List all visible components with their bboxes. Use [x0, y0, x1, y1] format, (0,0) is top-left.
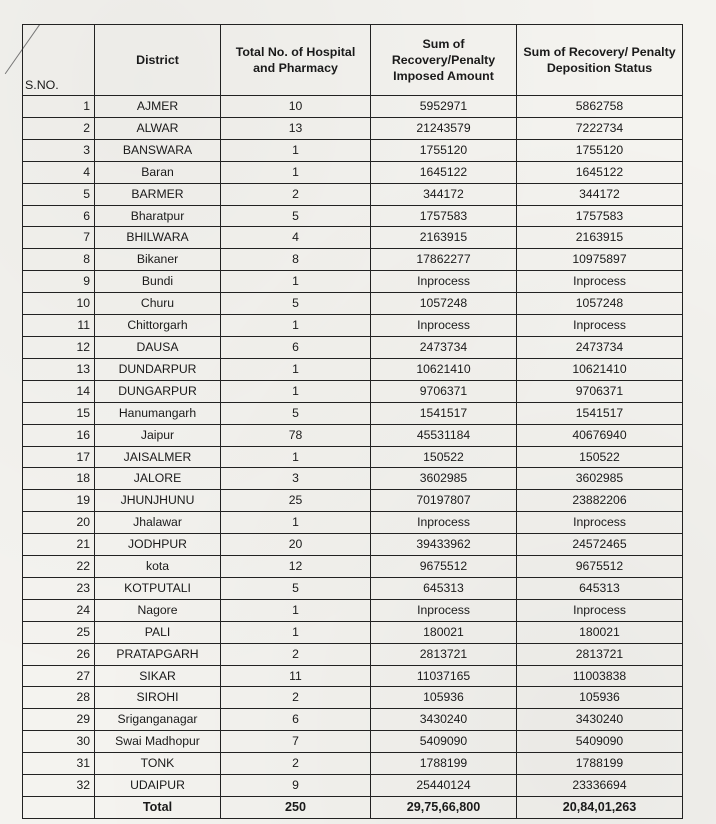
row-district: Baran	[95, 161, 221, 183]
row-hospital-count: 2	[221, 687, 371, 709]
row-deposition-status: 1788199	[517, 753, 683, 775]
row-district: Bharatpur	[95, 205, 221, 227]
row-deposition-status: 9675512	[517, 556, 683, 578]
row-deposition-status: 40676940	[517, 424, 683, 446]
row-hospital-count: 1	[221, 621, 371, 643]
row-sno: 15	[23, 402, 95, 424]
row-sno: 8	[23, 249, 95, 271]
row-hospital-count: 10	[221, 96, 371, 118]
row-sno: 25	[23, 621, 95, 643]
row-sno: 20	[23, 512, 95, 534]
row-sno: 12	[23, 336, 95, 358]
row-imposed-amount: 2813721	[371, 643, 517, 665]
table-row	[23, 621, 683, 643]
row-district: DUNDARPUR	[95, 358, 221, 380]
table-row	[23, 775, 683, 797]
row-hospital-count: 1	[221, 599, 371, 621]
row-hospital-count: 1	[221, 380, 371, 402]
total-sno-cell	[23, 797, 95, 819]
row-imposed-amount: 3430240	[371, 709, 517, 731]
row-deposition-status: 1755120	[517, 139, 683, 161]
row-hospital-count: 20	[221, 534, 371, 556]
row-district: SIKAR	[95, 665, 221, 687]
row-hospital-count: 2	[221, 643, 371, 665]
row-district: AJMER	[95, 96, 221, 118]
row-sno: 5	[23, 183, 95, 205]
row-hospital-count: 8	[221, 249, 371, 271]
row-district: Hanumangarh	[95, 402, 221, 424]
recovery-penalty-table	[22, 24, 683, 819]
row-imposed-amount: 5952971	[371, 96, 517, 118]
table-row	[23, 709, 683, 731]
row-deposition-status: 5409090	[517, 731, 683, 753]
row-sno: 14	[23, 380, 95, 402]
total-imposed-amount: 29,75,66,800	[371, 797, 517, 819]
row-imposed-amount: 3602985	[371, 468, 517, 490]
row-district: BARMER	[95, 183, 221, 205]
row-district: PALI	[95, 621, 221, 643]
row-district: JODHPUR	[95, 534, 221, 556]
row-deposition-status: 1757583	[517, 205, 683, 227]
table-row	[23, 161, 683, 183]
header-hospital-count: Total No. of Hospital and Pharmacy	[221, 25, 371, 96]
total-row	[23, 797, 683, 819]
table-row	[23, 446, 683, 468]
row-sno: 2	[23, 117, 95, 139]
row-hospital-count: 5	[221, 577, 371, 599]
row-hospital-count: 6	[221, 336, 371, 358]
table-row	[23, 271, 683, 293]
row-deposition-status: 24572465	[517, 534, 683, 556]
header-row	[23, 25, 683, 96]
row-deposition-status: 11003838	[517, 665, 683, 687]
row-imposed-amount: 10621410	[371, 358, 517, 380]
row-hospital-count: 1	[221, 512, 371, 534]
row-imposed-amount: 5409090	[371, 731, 517, 753]
row-imposed-amount: 150522	[371, 446, 517, 468]
total-hospital-count: 250	[221, 797, 371, 819]
row-imposed-amount: 11037165	[371, 665, 517, 687]
row-district: DUNGARPUR	[95, 380, 221, 402]
row-district: Jaipur	[95, 424, 221, 446]
row-imposed-amount: Inprocess	[371, 599, 517, 621]
row-imposed-amount: 70197807	[371, 490, 517, 512]
row-deposition-status: 2473734	[517, 336, 683, 358]
row-hospital-count: 78	[221, 424, 371, 446]
row-imposed-amount: 2473734	[371, 336, 517, 358]
row-deposition-status: 23336694	[517, 775, 683, 797]
row-deposition-status: 23882206	[517, 490, 683, 512]
row-sno: 31	[23, 753, 95, 775]
row-sno: 22	[23, 556, 95, 578]
table-row	[23, 315, 683, 337]
row-sno: 10	[23, 293, 95, 315]
row-deposition-status: 3602985	[517, 468, 683, 490]
row-district: Bikaner	[95, 249, 221, 271]
row-sno: 21	[23, 534, 95, 556]
row-deposition-status: 2163915	[517, 227, 683, 249]
table-row	[23, 665, 683, 687]
row-imposed-amount: Inprocess	[371, 271, 517, 293]
row-imposed-amount: 39433962	[371, 534, 517, 556]
row-deposition-status: 344172	[517, 183, 683, 205]
table-row	[23, 293, 683, 315]
row-deposition-status: 1541517	[517, 402, 683, 424]
row-imposed-amount: 2163915	[371, 227, 517, 249]
row-imposed-amount: 1788199	[371, 753, 517, 775]
row-district: TONK	[95, 753, 221, 775]
row-deposition-status: 3430240	[517, 709, 683, 731]
table-row	[23, 139, 683, 161]
row-district: BHILWARA	[95, 227, 221, 249]
table-row	[23, 599, 683, 621]
row-deposition-status: 2813721	[517, 643, 683, 665]
table-row	[23, 643, 683, 665]
row-deposition-status: 645313	[517, 577, 683, 599]
row-hospital-count: 25	[221, 490, 371, 512]
table-row	[23, 117, 683, 139]
table-row	[23, 96, 683, 118]
row-imposed-amount: 45531184	[371, 424, 517, 446]
row-sno: 28	[23, 687, 95, 709]
row-district: KOTPUTALI	[95, 577, 221, 599]
row-hospital-count: 1	[221, 446, 371, 468]
row-hospital-count: 5	[221, 205, 371, 227]
row-deposition-status: 9706371	[517, 380, 683, 402]
row-deposition-status: 10621410	[517, 358, 683, 380]
row-imposed-amount: 180021	[371, 621, 517, 643]
row-deposition-status: Inprocess	[517, 512, 683, 534]
row-deposition-status: Inprocess	[517, 599, 683, 621]
row-hospital-count: 7	[221, 731, 371, 753]
header-sno: S.NO.	[23, 25, 95, 96]
table-row	[23, 336, 683, 358]
row-district: kota	[95, 556, 221, 578]
row-hospital-count: 2	[221, 183, 371, 205]
row-sno: 30	[23, 731, 95, 753]
table-row	[23, 534, 683, 556]
row-hospital-count: 6	[221, 709, 371, 731]
row-district: JALORE	[95, 468, 221, 490]
row-sno: 7	[23, 227, 95, 249]
row-sno: 9	[23, 271, 95, 293]
row-sno: 26	[23, 643, 95, 665]
row-hospital-count: 11	[221, 665, 371, 687]
row-deposition-status: Inprocess	[517, 315, 683, 337]
row-hospital-count: 2	[221, 753, 371, 775]
row-imposed-amount: 1757583	[371, 205, 517, 227]
row-district: Nagore	[95, 599, 221, 621]
row-district: Churu	[95, 293, 221, 315]
row-district: UDAIPUR	[95, 775, 221, 797]
row-imposed-amount: 645313	[371, 577, 517, 599]
row-hospital-count: 4	[221, 227, 371, 249]
header-district: District	[95, 25, 221, 96]
table-row	[23, 512, 683, 534]
table-row	[23, 556, 683, 578]
row-sno: 19	[23, 490, 95, 512]
table-row	[23, 731, 683, 753]
total-label: Total	[95, 797, 221, 819]
row-deposition-status: 7222734	[517, 117, 683, 139]
row-district: ALWAR	[95, 117, 221, 139]
row-district: JHUNJHUNU	[95, 490, 221, 512]
row-hospital-count: 1	[221, 358, 371, 380]
row-hospital-count: 1	[221, 139, 371, 161]
row-district: Jhalawar	[95, 512, 221, 534]
table-body	[23, 96, 683, 819]
row-district: Bundi	[95, 271, 221, 293]
row-district: DAUSA	[95, 336, 221, 358]
row-district: Chittorgarh	[95, 315, 221, 337]
row-hospital-count: 3	[221, 468, 371, 490]
row-imposed-amount: 1645122	[371, 161, 517, 183]
header-deposition-status: Sum of Recovery/ Penalty Deposition Status	[517, 25, 683, 96]
table-header	[23, 25, 683, 96]
row-hospital-count: 9	[221, 775, 371, 797]
table-row	[23, 183, 683, 205]
row-imposed-amount: 21243579	[371, 117, 517, 139]
row-sno: 16	[23, 424, 95, 446]
row-hospital-count: 13	[221, 117, 371, 139]
row-hospital-count: 1	[221, 161, 371, 183]
row-sno: 4	[23, 161, 95, 183]
row-sno: 3	[23, 139, 95, 161]
row-imposed-amount: 9706371	[371, 380, 517, 402]
row-district: SIROHI	[95, 687, 221, 709]
row-deposition-status: 10975897	[517, 249, 683, 271]
row-imposed-amount: 17862277	[371, 249, 517, 271]
table-row	[23, 227, 683, 249]
row-imposed-amount: 1755120	[371, 139, 517, 161]
row-imposed-amount: Inprocess	[371, 315, 517, 337]
row-hospital-count: 1	[221, 315, 371, 337]
row-sno: 17	[23, 446, 95, 468]
row-imposed-amount: 9675512	[371, 556, 517, 578]
row-district: Swai Madhopur	[95, 731, 221, 753]
row-sno: 23	[23, 577, 95, 599]
row-sno: 32	[23, 775, 95, 797]
row-sno: 1	[23, 96, 95, 118]
row-deposition-status: Inprocess	[517, 271, 683, 293]
table-row	[23, 424, 683, 446]
row-hospital-count: 5	[221, 293, 371, 315]
row-hospital-count: 1	[221, 271, 371, 293]
row-deposition-status: 1645122	[517, 161, 683, 183]
row-sno: 13	[23, 358, 95, 380]
row-district: JAISALMER	[95, 446, 221, 468]
row-deposition-status: 180021	[517, 621, 683, 643]
table-row	[23, 402, 683, 424]
total-deposition-status: 20,84,01,263	[517, 797, 683, 819]
header-imposed-amount: Sum of Recovery/Penalty Imposed Amount	[371, 25, 517, 96]
table-row	[23, 358, 683, 380]
row-imposed-amount: 105936	[371, 687, 517, 709]
row-sno: 29	[23, 709, 95, 731]
table-row	[23, 753, 683, 775]
row-district: PRATAPGARH	[95, 643, 221, 665]
table-row	[23, 380, 683, 402]
row-sno: 27	[23, 665, 95, 687]
row-district: BANSWARA	[95, 139, 221, 161]
row-deposition-status: 1057248	[517, 293, 683, 315]
row-hospital-count: 5	[221, 402, 371, 424]
row-imposed-amount: 344172	[371, 183, 517, 205]
row-sno: 6	[23, 205, 95, 227]
table-row	[23, 468, 683, 490]
row-hospital-count: 12	[221, 556, 371, 578]
row-deposition-status: 105936	[517, 687, 683, 709]
row-imposed-amount: Inprocess	[371, 512, 517, 534]
table-row	[23, 249, 683, 271]
row-district: Sriganganagar	[95, 709, 221, 731]
row-sno: 11	[23, 315, 95, 337]
table-row	[23, 577, 683, 599]
row-deposition-status: 5862758	[517, 96, 683, 118]
row-deposition-status: 150522	[517, 446, 683, 468]
row-imposed-amount: 25440124	[371, 775, 517, 797]
row-sno: 24	[23, 599, 95, 621]
row-imposed-amount: 1541517	[371, 402, 517, 424]
row-sno: 18	[23, 468, 95, 490]
row-imposed-amount: 1057248	[371, 293, 517, 315]
table-row	[23, 490, 683, 512]
table-row	[23, 205, 683, 227]
table-row	[23, 687, 683, 709]
